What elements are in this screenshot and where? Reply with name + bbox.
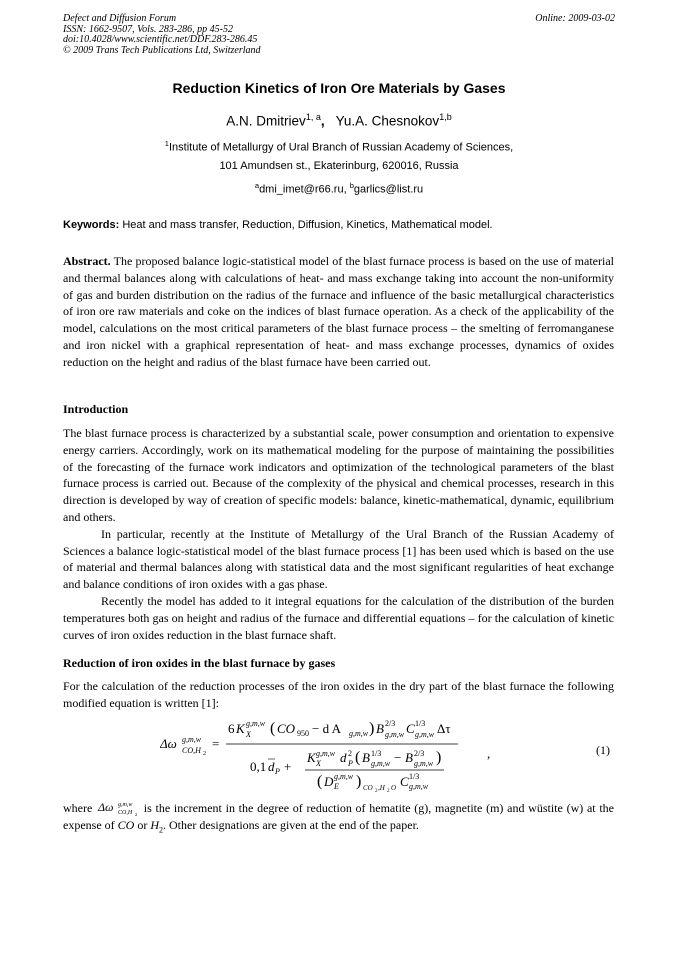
svg-text:O: O — [391, 784, 397, 792]
svg-text:1/3: 1/3 — [371, 749, 382, 758]
equation-1 — [160, 716, 620, 796]
svg-text:g,m,w: g,m,w — [316, 749, 336, 758]
email-a-sup: a — [254, 181, 260, 190]
svg-text:950: 950 — [297, 729, 309, 738]
copyright-line: © 2009 Trans Tech Publications Ltd, Switzerland — [63, 44, 261, 56]
svg-text:CO: CO — [277, 721, 296, 736]
svg-text:CO: CO — [363, 784, 373, 792]
affiliation-sup: 1 — [164, 139, 169, 148]
email-b: garlics@list.ru — [353, 183, 424, 196]
equation-number: (1) — [596, 743, 610, 757]
author-2: Yu.A. Chesnokov — [335, 113, 440, 129]
svg-text:2: 2 — [375, 789, 378, 794]
svg-text:g,m,w: g,m,w — [385, 730, 405, 739]
svg-text:(: ( — [270, 720, 276, 737]
svg-text:CO,H: CO,H — [182, 746, 201, 755]
intro-paragraph-2: In particular, recently at the Institute of Metallurgy of the Ural Branch of the Russian Academy of Sciences a balance logic-statistical model of the blast furnace process [1] has been used which is based on the use of material and thermal balances along with statistical data and the most significant regularities of heat exchange and balance conditions of iron oxides with a gas phase. — [63, 526, 614, 592]
svg-text:Δτ: Δτ — [437, 721, 451, 736]
svg-text:,H: ,H — [378, 784, 385, 792]
paper-title: Reduction Kinetics of Iron Ore Materials by Gases — [172, 80, 506, 96]
h2-symbol: H — [150, 818, 159, 832]
affiliation-line-2: 101 Amundsen st., Ekaterinburg, 620016, Russia — [219, 160, 459, 172]
h2-subscript: 2 — [159, 825, 163, 835]
svg-text:2: 2 — [203, 751, 206, 757]
svg-text:K: K — [236, 721, 245, 736]
svg-text:0,1: 0,1 — [250, 759, 267, 774]
svg-text:g,m,w: g,m,w — [349, 729, 369, 738]
reduction-intro: For the calculation of the reduction processes of the iron oxides in the dry part of the blast furnace the following modified equation is written [1]: — [63, 679, 614, 710]
svg-text:2/3: 2/3 — [385, 719, 396, 728]
where-end: . Other designations are given at the end of the paper. — [163, 818, 419, 832]
svg-text:g,m,w: g,m,w — [409, 782, 429, 791]
svg-text:B: B — [405, 750, 413, 765]
delta-omega-symbol — [96, 800, 140, 816]
svg-text:Δω: Δω — [160, 736, 177, 751]
affiliation-line-1 — [0, 139, 678, 154]
svg-text:6: 6 — [228, 721, 235, 736]
author-1: A.N. Dmitriev — [226, 113, 306, 129]
svg-text:,: , — [487, 746, 491, 761]
online-date: Online: 2009-03-02 — [535, 13, 615, 24]
intro-paragraph-1: The blast furnace process is characterized by a substantial scale, power consumption and orientation to expensive energy carriers. Accordingly, work on its mathematical modeling for the purpose of maintaining the possibilities of the forecasting of the furnace work indicators and optimization of the technological parameters of the blast furnace process is carried out. Because of the complexity of the physical and chemical processes, research in this direction is developed by way of creation of specific models: balance, kinetic-mathematical, dynamic, equilibrium and others. — [63, 426, 614, 524]
abstract-text: The proposed balance logic-statistical model of the blast furnace process is based on the use of material and thermal balances along with calculations of heat- and mass exchange taking into account the non-uniformity of gas and burden distribution on the radius of the furnace and influence of the basic metallurgical characteristics of iron ore raw materials and coke on the indices of blast furnace operation. As a check of the applicability of the model, calculations on the most critical parameters of the blast furnace process – the smelting of ferromanganese and iron nickel with a graphical representation of heat- and mass exchange processes, dynamics of oxides reduction on the height and radius of the blast furnace have been carried out. — [63, 254, 614, 369]
svg-text:2/3: 2/3 — [414, 749, 425, 758]
svg-text:): ) — [436, 749, 442, 766]
svg-text:P: P — [348, 759, 353, 768]
svg-text:g,m,w: g,m,w — [371, 759, 391, 768]
section-heading-reduction: Reduction of iron oxides in the blast furnace by gases — [63, 656, 336, 670]
keywords — [63, 219, 493, 231]
svg-text:K: K — [307, 750, 316, 765]
svg-text:X: X — [246, 730, 251, 739]
svg-text:CO,H: CO,H — [118, 810, 133, 816]
svg-text:B: B — [376, 721, 384, 736]
section-heading-introduction: Introduction — [63, 402, 129, 416]
keywords-text: Heat and mass transfer, Reduction, Diffusion, Kinetics, Mathematical model. — [122, 219, 493, 231]
svg-text:P: P — [275, 767, 280, 776]
email-b-sup: b — [349, 181, 354, 190]
svg-text:E: E — [334, 782, 339, 791]
svg-text:C: C — [400, 774, 409, 789]
affiliation-text-1: Institute of Metallurgy of Ural Branch of Russian Academy of Sciences, — [168, 141, 514, 154]
svg-text:−: − — [394, 750, 402, 765]
email-a: dmi_imet@r66.ru, — [259, 183, 350, 196]
abstract — [63, 253, 614, 371]
svg-text:D: D — [324, 774, 334, 789]
journal-header — [63, 14, 261, 56]
svg-text:2: 2 — [387, 789, 390, 794]
equation-explanation — [63, 800, 614, 838]
svg-text:X: X — [316, 759, 321, 768]
where-text: is the increment in the degree of reduction of hematite (g), magnetite (m) and wüstite (w) at the expense of — [63, 801, 615, 832]
svg-text:g,m,w: g,m,w — [182, 735, 202, 744]
svg-text:B: B — [362, 750, 370, 765]
equation-1-graphic — [160, 716, 500, 796]
keywords-label: Keywords: — [63, 219, 120, 231]
svg-text:(: ( — [355, 749, 361, 766]
svg-text:g,m,w: g,m,w — [334, 772, 354, 781]
doi-line: doi:10.4028/www.scientific.net/DDF.283-286.45 — [63, 34, 258, 45]
journal-name: Defect and Diffusion Forum — [63, 13, 177, 24]
svg-text:d: d — [268, 759, 275, 774]
or-word: or — [137, 818, 148, 832]
svg-text:=: = — [212, 736, 220, 751]
co-symbol: CO — [117, 818, 135, 832]
svg-text:g,m,w: g,m,w — [415, 730, 435, 739]
email-line — [0, 181, 678, 196]
issn-line: ISSN: 1662-9507, Vols. 283-286, pp 45-52 — [63, 23, 233, 35]
svg-text:1/3: 1/3 — [409, 772, 420, 781]
svg-text:Δω: Δω — [98, 800, 114, 814]
svg-text:): ) — [369, 720, 375, 737]
author-line: A.N. Dmitriev$^{1, a}$, Yu.A. Chesnokov$^{1,b}$ — [226, 112, 452, 129]
abstract-label: Abstract. — [63, 254, 111, 268]
svg-text:g,m,w: g,m,w — [118, 802, 133, 808]
svg-text:d: d — [340, 750, 347, 765]
svg-text:2: 2 — [135, 812, 138, 816]
svg-text:1/3: 1/3 — [415, 719, 426, 728]
author-2-sup: 1,b — [439, 112, 452, 122]
svg-text:2: 2 — [348, 749, 352, 758]
intro-paragraph-3: Recently the model has added to it integral equations for the calculation of the distribution of the burden temperatures both gas on height and radius of the furnace and differential equations – for the calculation of kinetic curves of iron oxides reduction in the blast furnace shaft. — [63, 593, 614, 642]
author-1-sup: 1, a — [305, 112, 321, 122]
svg-text:): ) — [356, 773, 362, 790]
introduction-body — [63, 425, 614, 643]
svg-text:− d A: − d A — [312, 721, 342, 736]
svg-text:g,m,w: g,m,w — [246, 719, 266, 728]
where-word: where — [63, 801, 93, 815]
svg-text:g,m,w: g,m,w — [414, 759, 434, 768]
svg-text:(: ( — [317, 773, 323, 790]
svg-text:+: + — [284, 759, 292, 774]
svg-text:C: C — [406, 721, 415, 736]
